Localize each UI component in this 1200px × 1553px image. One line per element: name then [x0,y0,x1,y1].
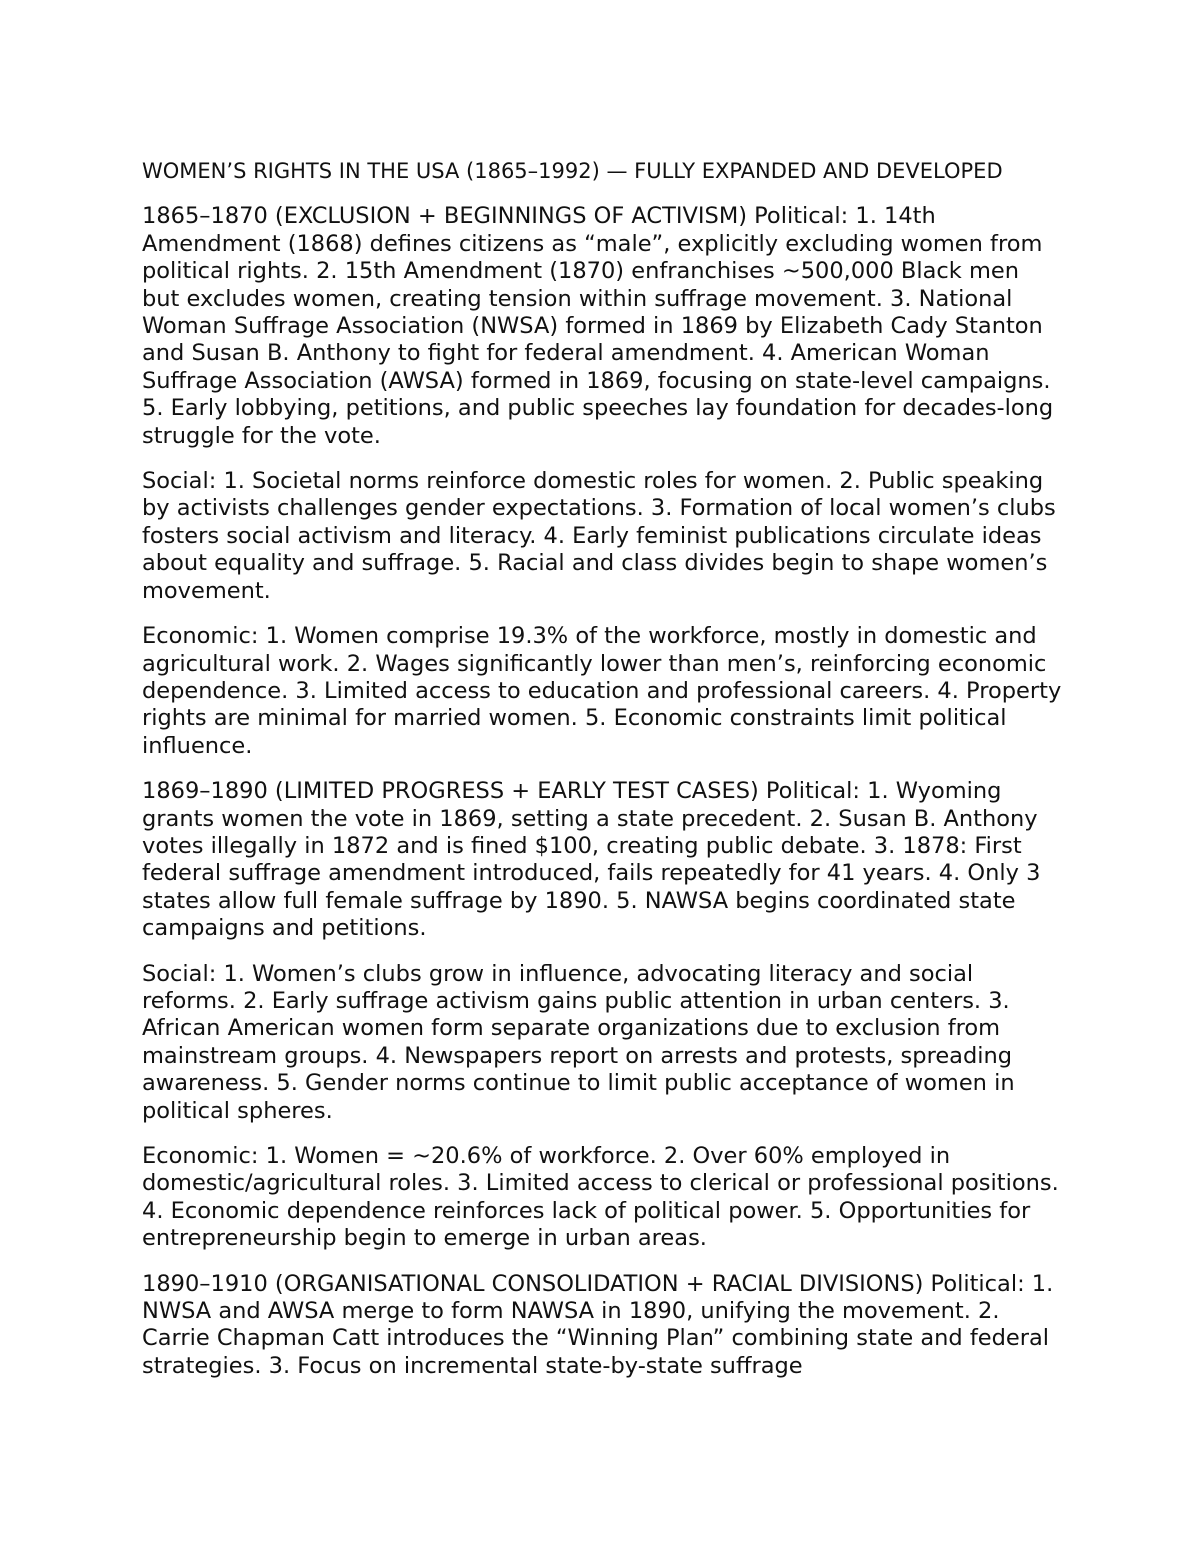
document-page [142,158,1062,1398]
document-title: WOMEN’S RIGHTS IN THE USA (1865–1992) — FULLY EXPANDED AND DEVELOPED [142,159,1003,183]
paragraph-1865-social: Social: 1. Societal norms reinforce domestic roles for women. 2. Public speaking by activists challenges gender expectations. 3. Formation of local women’s clubs fosters social activism and literacy. 4. Early feminist publications circulate ideas about equality and suffrage. 5. Racial and class divides begin to shape women’s movement. [142,468,1056,604]
paragraph-1890-political: 1890–1910 (ORGANISATIONAL CONSOLIDATION + RACIAL DIVISIONS) Political: 1. NWSA and AWSA merge to form NAWSA in 1890, unifying the movement. 2. Carrie Chapman Catt introduces the “Winning Plan” combining state and federal strategies. 3. Focus on incremental state-by-state suffrage [142,1270,1054,1379]
paragraph-1865-economic: Economic: 1. Women comprise 19.3% of the workforce, mostly in domestic and agricultural work. 2. Wages significantly lower than men’s, reinforcing economic dependence. 3. Limited access to education and professional careers. 4. Property rights are minimal for married women. 5. Economic constraints limit political influence. [142,623,1062,759]
paragraph-1865-political: 1865–1870 (EXCLUSION + BEGINNINGS OF ACTIVISM) Political: 1. 14th Amendment (1868) defines citizens as “male”, explicitly excluding women from political rights. 2. 15th Amendment (1870) enfranchises ~500,000 Black men but excludes women, creating tension within suffrage movement. 3. National Woman Suffrage Association (NWSA) formed in 1869 by Elizabeth Cady Stanton and Susan B. Anthony to fight for federal amendment. 4. American Woman Suffrage Association (AWSA) formed in 1869, focusing on state-level campaigns. 5. Early lobbying, petitions, and public speeches lay foundation for decades-long struggle for the vote. [142,203,1054,449]
paragraph-1869-social: Social: 1. Women’s clubs grow in influence, advocating literacy and social reforms. 2. Early suffrage activism gains public attention in urban centers. 3. African American women form separate organizations due to exclusion from mainstream groups. 4. Newspapers report on arrests and protests, spreading awareness. 5. Gender norms continue to limit public acceptance of women in political spheres. [142,960,1015,1124]
paragraph-1869-economic: Economic: 1. Women = ~20.6% of workforce. 2. Over 60% employed in domestic/agricultural roles. 3. Limited access to clerical or professional positions. 4. Economic dependence reinforces lack of political power. 5. Opportunities for entrepreneurship begin to emerge in urban areas. [142,1143,1059,1252]
paragraph-1869-political: 1869–1890 (LIMITED PROGRESS + EARLY TEST CASES) Political: 1. Wyoming grants women the vote in 1869, setting a state precedent. 2. Susan B. Anthony votes illegally in 1872 and is fined $100, creating public debate. 3. 1878: First federal suffrage amendment introduced, fails repeatedly for 41 years. 4. Only 3 states allow full female suffrage by 1890. 5. NAWSA begins coordinated state campaigns and petitions. [142,778,1041,942]
